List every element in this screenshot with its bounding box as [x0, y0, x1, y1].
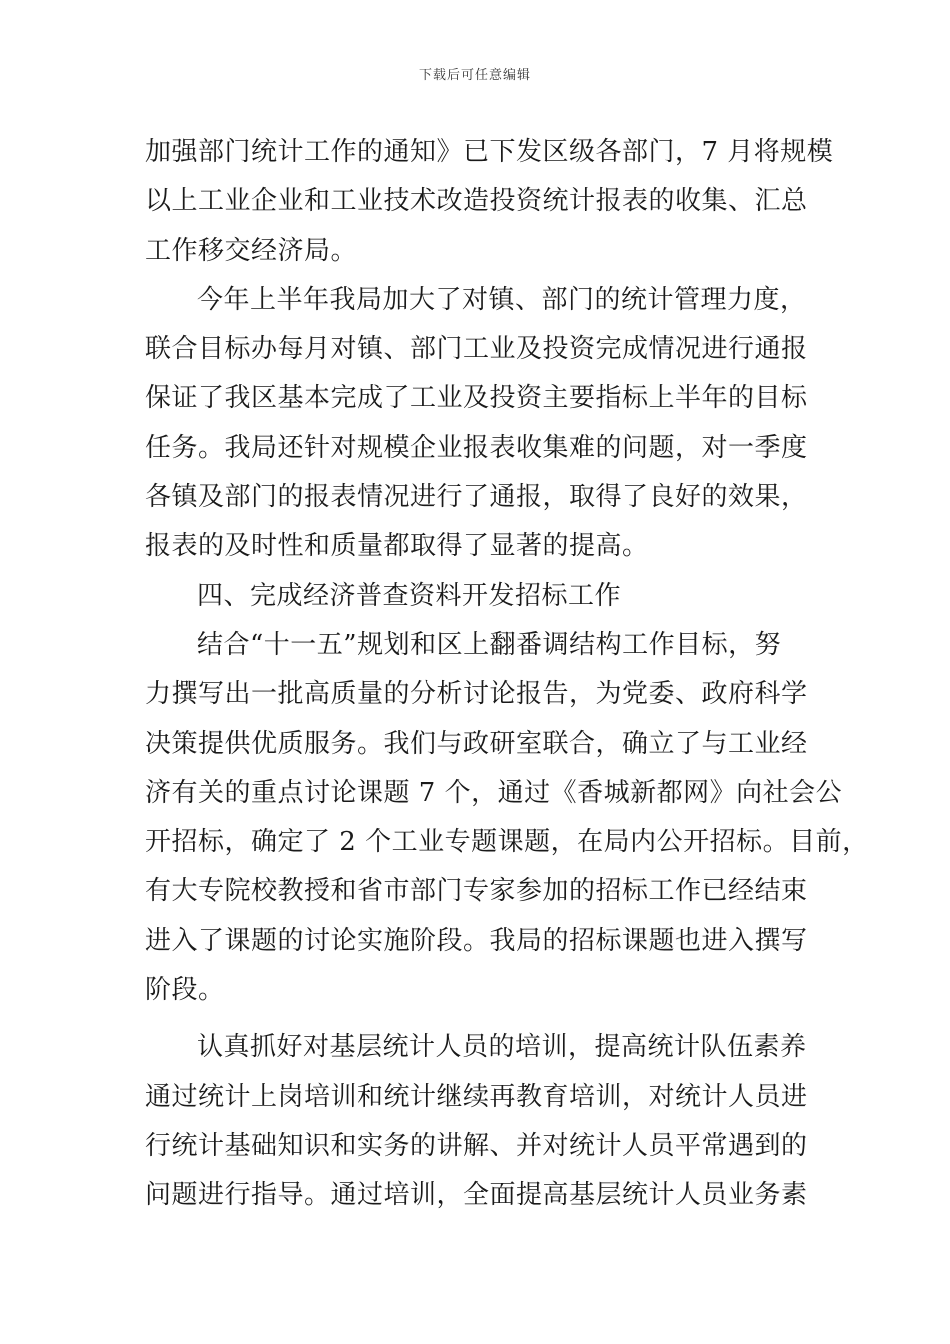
text-line: 有大专院校教授和省市部门专家参加的招标工作已经结束	[145, 876, 808, 907]
text-line: 力撰写出一批高质量的分析讨论报告，为党委、政府科学	[145, 679, 808, 710]
text-line: 保证了我区基本完成了工业及投资主要指标上半年的目标	[145, 383, 808, 414]
section-heading: 四、完成经济普查资料开发招标工作	[197, 580, 622, 611]
text-line: 通过统计上岗培训和统计继续再教育培训，对统计人员进	[145, 1081, 808, 1112]
text-line: 决策提供优质服务。我们与政研室联合，确立了与工业经	[145, 728, 808, 759]
text-line: 以上工业企业和工业技术改造投资统计报表的收集、汇总	[145, 186, 808, 217]
text-line: 各镇及部门的报表情况进行了通报，取得了良好的效果，	[145, 482, 808, 513]
header-note: 下载后可任意编辑	[418, 68, 531, 83]
paragraph-gap	[145, 1015, 810, 1023]
text-line: 联合目标办每月对镇、部门工业及投资完成情况进行通报	[145, 334, 808, 365]
text-line: 工作移交经济局。	[145, 235, 358, 266]
paragraph-first-line: 今年上半年我局加大了对镇、部门的统计管理力度，	[197, 284, 807, 315]
text-line: 行统计基础知识和实务的讲解、并对统计人员平常遇到的	[145, 1130, 808, 1161]
paragraph-first-line: 结合“十一五”规划和区上翻番调结构工作目标，努	[197, 629, 782, 660]
text-line: 阶段。	[145, 975, 225, 1006]
text-line: 问题进行指导。通过培训，全面提高基层统计人员业务素	[145, 1180, 808, 1211]
document-body	[145, 128, 869, 1221]
text-line: 报表的及时性和质量都取得了显著的提高。	[145, 531, 649, 562]
text-line: 进入了课题的讨论实施阶段。我局的招标课题也进入撰写	[145, 925, 808, 956]
text-line: 加强部门统计工作的通知》已下发区级各部门，7 月将规模	[145, 137, 834, 167]
text-line: 济有关的重点讨论课题 7 个，通过《香城新都网》向社会公	[145, 777, 843, 808]
paragraph-first-line: 认真抓好对基层统计人员的培训，提高统计队伍素养	[197, 1032, 807, 1063]
text-line: 任务。我局还针对规模企业报表收集难的问题，对一季度	[145, 432, 808, 463]
text-line: 开招标，确定了 2 个工业专题课题，在局内公开招标。目前，	[145, 827, 869, 858]
